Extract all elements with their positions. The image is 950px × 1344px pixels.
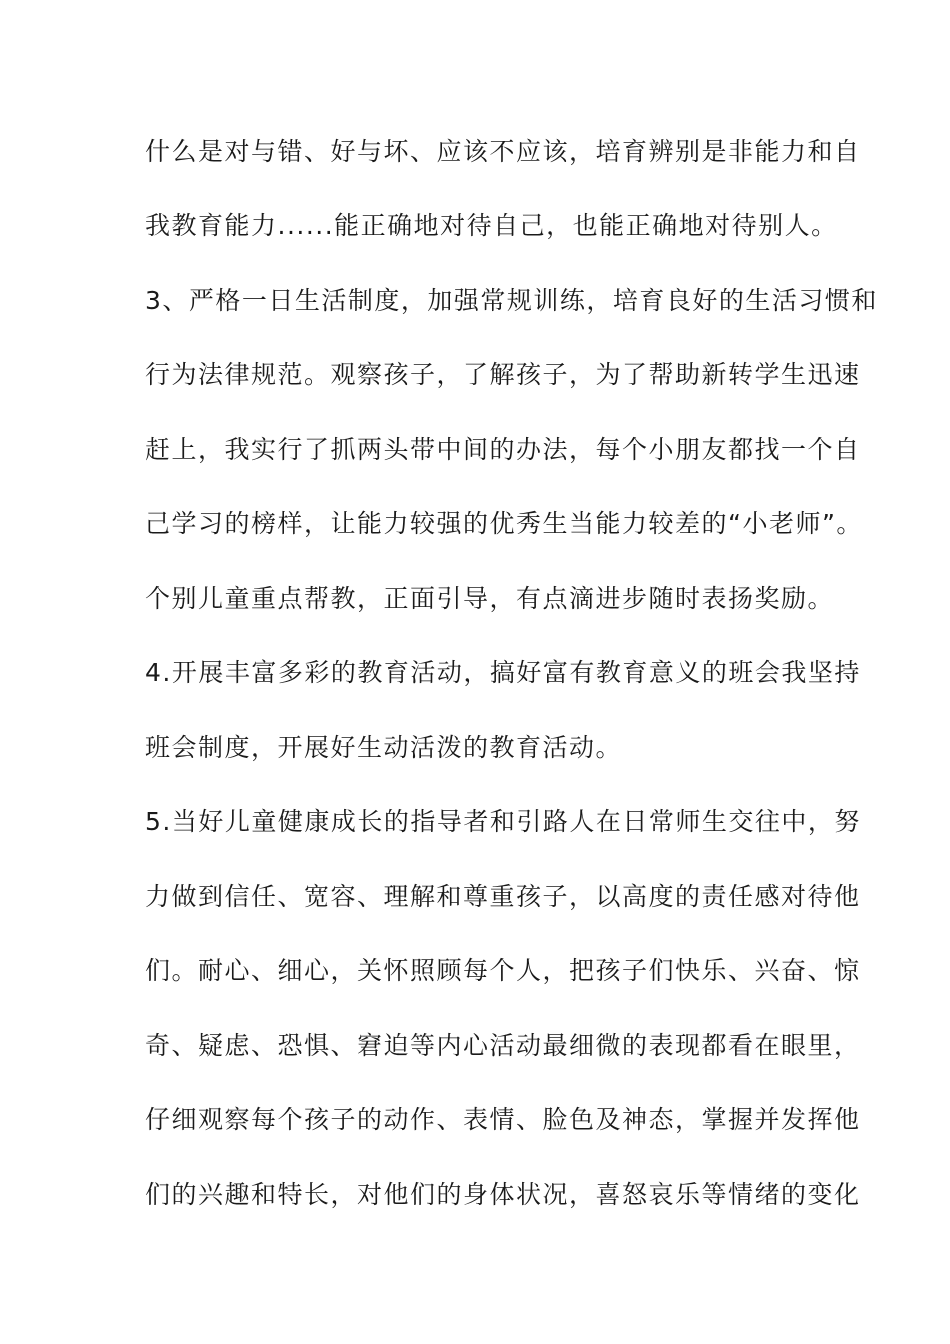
text-line: 力做到信任、宽容、理解和尊重孩子，以高度的责任感对待他 bbox=[145, 882, 861, 911]
text-line: 们的兴趣和特长，对他们的身体状况，喜怒哀乐等情绪的变化 bbox=[145, 1180, 861, 1209]
text-line: 奇、疑虑、恐惧、窘迫等内心活动最细微的表现都看在眼里， bbox=[145, 1031, 861, 1060]
text-line: 3、严格一日生活制度，加强常规训练，培育良好的生活习惯和 bbox=[145, 286, 878, 315]
text-line: 我教育能力......能正确地对待自己，也能正确地对待别人。 bbox=[145, 211, 838, 240]
text-line: 行为法律规范。观察孩子，了解孩子，为了帮助新转学生迅速 bbox=[145, 360, 861, 389]
text-line: 们。耐心、细心，关怀照顾每个人，把孩子们快乐、兴奋、惊 bbox=[145, 956, 861, 985]
text-line: 什么是对与错、好与坏、应该不应该，培育辨别是非能力和自 bbox=[145, 137, 861, 166]
text-line: 个别儿童重点帮教，正面引导，有点滴进步随时表扬奖励。 bbox=[145, 584, 835, 613]
text-line: 5.当好儿童健康成长的指导者和引路人在日常师生交往中，努 bbox=[145, 807, 861, 836]
text-line: 仔细观察每个孩子的动作、表情、脸色及神态，掌握并发挥他 bbox=[145, 1105, 861, 1134]
text-line: 赶上，我实行了抓两头带中间的办法，每个小朋友都找一个自 bbox=[145, 435, 861, 464]
text-line: 4.开展丰富多彩的教育活动，搞好富有教育意义的班会我坚持 bbox=[145, 658, 861, 687]
text-line: 班会制度，开展好生动活泼的教育活动。 bbox=[145, 733, 623, 762]
text-line: 己学习的榜样，让能力较强的优秀生当能力较差的“小老师”。 bbox=[145, 509, 863, 538]
